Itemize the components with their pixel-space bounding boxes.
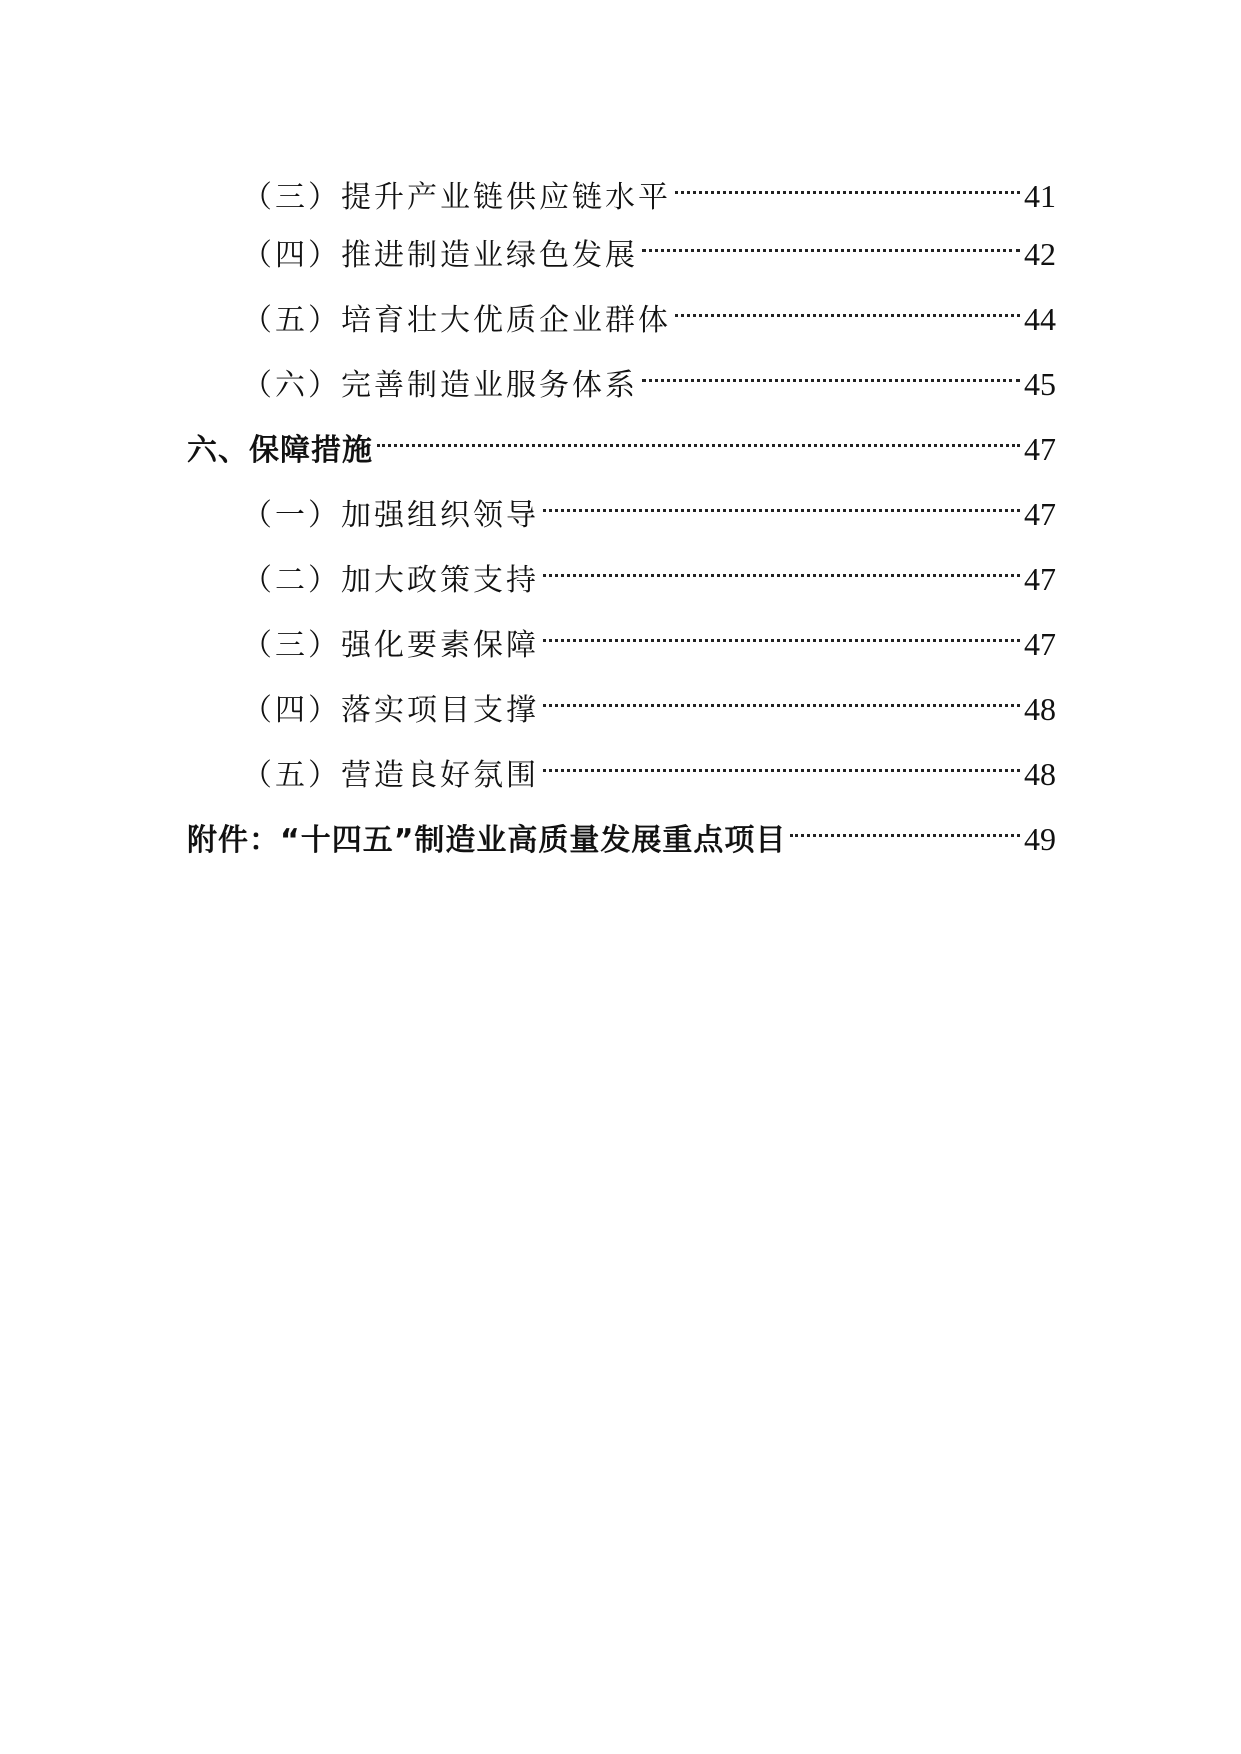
toc-entry[interactable] bbox=[242, 605, 1056, 663]
toc-entry-section[interactable] bbox=[187, 410, 1056, 468]
toc-dot-leader bbox=[543, 670, 1020, 720]
toc-entry-label: （四）推进制造业绿色发展 bbox=[242, 238, 638, 273]
toc-entry-label: （四）落实项目支撑 bbox=[242, 693, 539, 728]
toc-dot-leader bbox=[543, 605, 1020, 655]
toc-entry[interactable] bbox=[242, 157, 1056, 215]
toc-page-number: 49 bbox=[1024, 821, 1056, 857]
toc-entry[interactable] bbox=[242, 540, 1056, 598]
toc-entry-label: （五）培育壮大优质企业群体 bbox=[242, 303, 671, 338]
toc-dot-leader bbox=[790, 800, 1020, 850]
toc-entry-label: （三）提升产业链供应链水平 bbox=[242, 180, 671, 215]
toc-entry[interactable] bbox=[242, 345, 1056, 403]
toc-entry-label: （三）强化要素保障 bbox=[242, 628, 539, 663]
toc-page-number: 44 bbox=[1024, 301, 1056, 337]
toc-page-number: 47 bbox=[1024, 431, 1056, 467]
toc-page-number: 42 bbox=[1024, 236, 1056, 272]
toc-dot-leader bbox=[543, 540, 1020, 590]
toc-page-number: 47 bbox=[1024, 496, 1056, 532]
toc-page-number: 47 bbox=[1024, 561, 1056, 597]
toc-entry-label: （一）加强组织领导 bbox=[242, 498, 539, 533]
toc-dot-leader bbox=[642, 345, 1020, 395]
toc-section-label: 六、保障措施 bbox=[187, 433, 373, 468]
toc-page-number: 48 bbox=[1024, 756, 1056, 792]
toc-dot-leader bbox=[642, 215, 1020, 265]
toc-entry-attachment[interactable] bbox=[187, 800, 1056, 858]
toc-entry[interactable] bbox=[242, 215, 1056, 273]
toc-entry[interactable] bbox=[242, 475, 1056, 533]
toc-page-number: 48 bbox=[1024, 691, 1056, 727]
toc-dot-leader bbox=[675, 280, 1020, 330]
toc-entry[interactable] bbox=[242, 280, 1056, 338]
toc-entry[interactable] bbox=[242, 670, 1056, 728]
toc-section-label: 附件：“十四五”制造业高质量发展重点项目 bbox=[187, 823, 787, 858]
toc-dot-leader bbox=[543, 475, 1020, 525]
toc-page-number: 41 bbox=[1024, 178, 1056, 214]
toc-page-number: 45 bbox=[1024, 366, 1056, 402]
toc-entry-label: （五）营造良好氛围 bbox=[242, 758, 539, 793]
toc-page-number: 47 bbox=[1024, 626, 1056, 662]
toc-dot-leader bbox=[543, 735, 1020, 785]
toc-entry-label: （六）完善制造业服务体系 bbox=[242, 368, 638, 403]
toc-entry[interactable] bbox=[242, 735, 1056, 793]
toc-dot-leader bbox=[377, 410, 1020, 460]
toc-entry-label: （二）加大政策支持 bbox=[242, 563, 539, 598]
toc-dot-leader bbox=[675, 157, 1020, 207]
